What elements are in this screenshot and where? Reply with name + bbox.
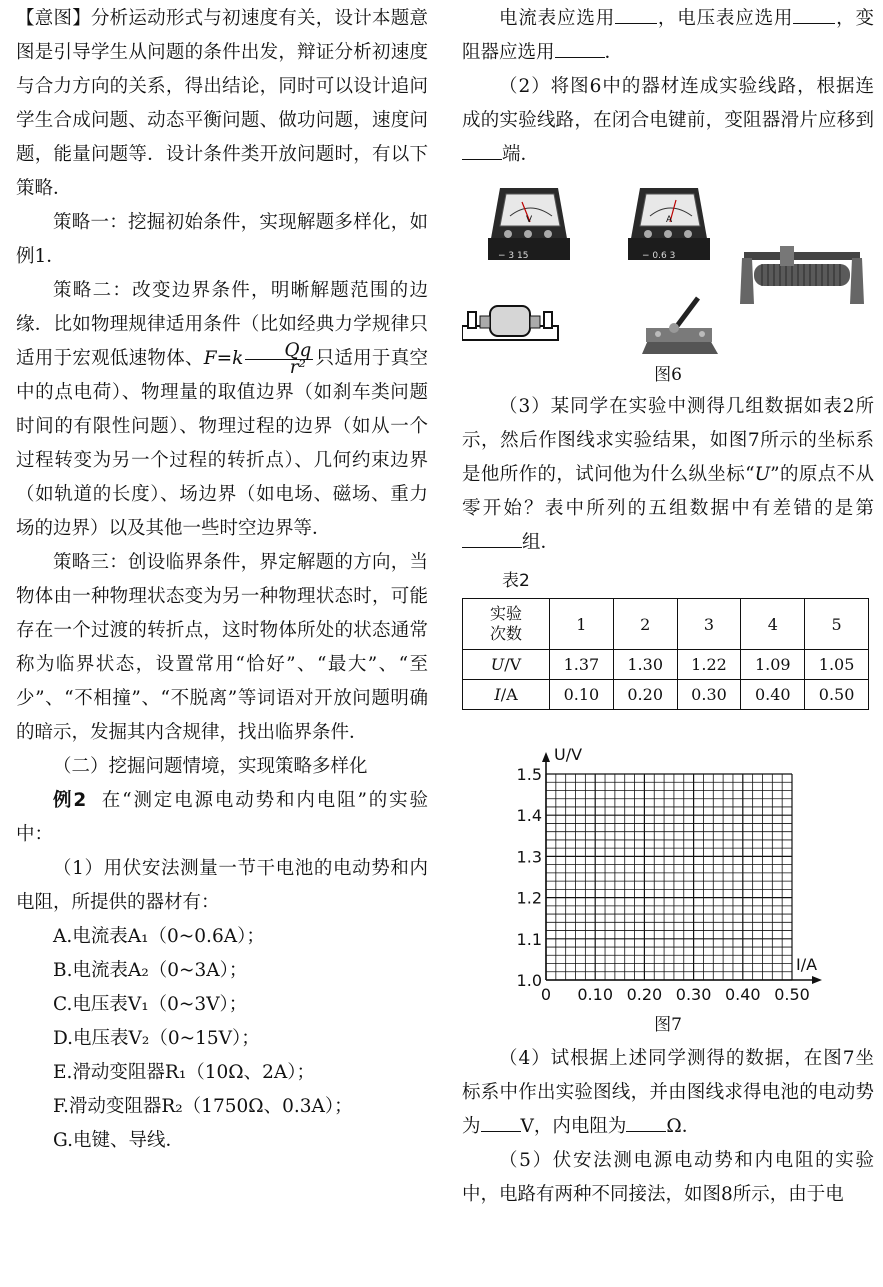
- table-row-voltage: [463, 650, 869, 680]
- question-4-text-b: V，内电阻为: [520, 1116, 627, 1137]
- slider-end-blank[interactable]: [462, 141, 502, 160]
- coulomb-formula-lhs: F=k: [203, 348, 244, 369]
- option-f: F.滑动变阻器R₂（1750Ω、0.3A）；: [53, 1096, 353, 1117]
- question-4-end: Ω．: [666, 1116, 701, 1137]
- emf-answer-blank[interactable]: [481, 1113, 521, 1132]
- question-1-continued: [462, 2, 874, 70]
- question-1-end: ．: [604, 42, 624, 63]
- option-a: A.电流表A₁（0~0.6A）；: [53, 926, 265, 947]
- figure-6-caption: 图6: [654, 365, 682, 385]
- table-cell: 1.30: [613, 650, 677, 680]
- option-b: B.电流表A₂（0~3A）；: [53, 960, 248, 981]
- option-d: D.电压表V₂（0~15V）；: [53, 1028, 260, 1049]
- coulomb-formula-fraction: [245, 339, 313, 378]
- figure-6-illustration: [462, 178, 874, 390]
- rheostat-choice-text: ，变阻器应选用: [462, 8, 874, 63]
- y-tick-label: 1.2: [516, 888, 542, 908]
- y-axis-label: U/V: [554, 745, 583, 764]
- x-tick-label: 0.40: [724, 985, 761, 1004]
- question-2-text: （2）将图6中的器材连成实验线路，根据连成的实验线路，在闭合电键前，变阻器滑片应移到: [462, 76, 874, 131]
- figure-6: [462, 178, 874, 390]
- question-3-end: 组．: [522, 532, 560, 553]
- strategy-1-paragraph: 策略一：挖掘初始条件，实现解题多样化，如例1．: [16, 212, 428, 267]
- figure-7-caption: 图7: [654, 1015, 682, 1035]
- strategy-2-text-b: 只适用于真空中的点电荷）、物理量的取值边界（如刹车类问题时间的有限性问题）、物理过程的边界（如从一个过程转变为另一个过程的转折点）、几何约束边界（如轨道的长度）、场边界（如电场、磁场、重力场的边界）以及其他一些时空边界等．: [16, 348, 428, 539]
- y-tick-label: 1.1: [516, 929, 542, 949]
- wrong-group-blank[interactable]: [462, 529, 522, 548]
- table-row-label: I/A: [463, 680, 550, 710]
- option-g: G.电键、导线．: [53, 1130, 185, 1151]
- question-3-text-b: ”的原点不从零开始？表中所列的五组数据中有差错的是第: [462, 464, 874, 519]
- question-3-u-symbol: U: [754, 464, 771, 485]
- table-cell: 0.30: [677, 680, 741, 710]
- table-cell: 1.22: [677, 650, 741, 680]
- table-cell: 1.05: [805, 650, 869, 680]
- table-header-label: 实验次数: [463, 599, 550, 650]
- example-2-paragraph: [16, 784, 428, 852]
- table-header-cell: 1: [550, 599, 614, 650]
- question-2-paragraph: [462, 70, 874, 172]
- x-tick-label: 0.50: [774, 985, 810, 1004]
- table-cell: 1.09: [741, 650, 805, 680]
- figure-7-chart: [462, 730, 874, 1010]
- table-header-cell: 5: [805, 599, 869, 650]
- right-column: [462, 0, 874, 1212]
- strategy-3-paragraph: 策略三：创设临界条件，界定解题的方向，当物体由一种物理状态变为另一种物理状态时，可能存在一个过渡的转折点，这时物体所处的状态通常称为临界状态，设置常用“恰好”、“最大”、“至少”、“不相撞”、“不脱离”等词语对开放问题明确的暗示，发掘其内含规律，找出临界条件．: [16, 552, 428, 743]
- section-heading-2: （二）挖掘问题情境，实现策略多样化: [53, 756, 368, 777]
- example-2-label: 例2: [53, 790, 87, 811]
- x-tick-label: 0.30: [675, 985, 712, 1004]
- y-tick-label: 1.0: [516, 971, 542, 990]
- table-cell: 0.20: [613, 680, 677, 710]
- option-e: E.滑动变阻器R₁（10Ω、2A）；: [53, 1062, 315, 1083]
- question-4-paragraph: [462, 1042, 874, 1144]
- table-2-title: 表2: [502, 571, 530, 591]
- rheostat-answer-blank[interactable]: [555, 39, 605, 58]
- voltmeter-answer-blank[interactable]: [793, 5, 835, 24]
- y-tick-label: 1.3: [516, 847, 542, 867]
- question-3-text-a: （3）某同学在实验中测得几组数据如表2所示，然后作图线求实验结果，如图7所示的坐标系是他所作的，试问他为什么纵坐标“: [462, 396, 874, 485]
- table-header-row: [463, 599, 869, 650]
- fraction-numerator: Qq: [245, 343, 313, 360]
- ammeter-choice-text: 电流表应选用: [499, 8, 616, 29]
- table-header-cell: 3: [677, 599, 741, 650]
- battery: [462, 306, 558, 340]
- voltmeter: [488, 188, 570, 261]
- x-tick-label: 0.20: [626, 985, 663, 1004]
- strategy-2-text-a: 策略二：改变边界条件，明晰解题范围的边缘．比如物理规律适用条件（比如经典力学规律只适用于宏观低速物体、: [16, 280, 428, 369]
- y-tick-label: 1.5: [516, 765, 542, 784]
- x-axis-label: I/A: [796, 955, 818, 974]
- voltmeter-scale: − 3 15: [498, 251, 529, 261]
- ammeter-scale: − 0.6 3: [642, 251, 676, 261]
- table-row-current: [463, 680, 869, 710]
- table-row-label: U/V: [463, 650, 550, 680]
- table-cell: 0.50: [805, 680, 869, 710]
- x-tick-label: 0.10: [577, 985, 614, 1004]
- question-1-paragraph: （1）用伏安法测量一节干电池的电动势和内电阻，所提供的器材有：: [16, 858, 428, 913]
- question-3-paragraph: [462, 390, 874, 560]
- x-axis-arrow: [812, 976, 822, 984]
- table-cell: 0.40: [741, 680, 805, 710]
- y-tick-label: 1.4: [516, 806, 542, 826]
- switch: [642, 298, 718, 354]
- x-tick-label: 0: [540, 985, 552, 1004]
- left-column: [16, 0, 428, 1158]
- question-2-end: 端．: [502, 144, 540, 165]
- strategy-2-paragraph: [16, 274, 428, 546]
- voltmeter-letter: V: [526, 215, 533, 225]
- table-2: [462, 598, 869, 710]
- table-cell: 1.37: [550, 650, 614, 680]
- option-c: C.电压表V₁（0~3V）；: [53, 994, 248, 1015]
- ammeter-answer-blank[interactable]: [615, 5, 657, 24]
- example-2-text: 在“测定电源电动势和内电阻”的实验中：: [16, 790, 429, 845]
- fraction-denominator: r²: [289, 356, 306, 378]
- y-axis-arrow: [542, 752, 550, 762]
- ammeter-letter: A: [666, 215, 673, 225]
- intent-paragraph: 【意图】分析运动形式与初速度有关，设计本题意图是引导学生从问题的条件出发，辩证分析初速度与合力方向的关系，得出结论，同时可以设计追问学生合成问题、动态平衡问题、做功问题，速度问题，能量问题等．设计条件类开放问题时，有以下策略．: [16, 8, 428, 199]
- table-header-cell: 4: [741, 599, 805, 650]
- rheostat: [740, 246, 864, 304]
- table-cell: 0.10: [550, 680, 614, 710]
- question-5-paragraph: （5）伏安法测电源电动势和内电阻的实验中，电路有两种不同接法，如图8所示，由于电: [462, 1150, 874, 1205]
- question-4-text-a: （4）试根据上述同学测得的数据，在图7坐标系中作出实验图线，并由图线求得电池的电动势为: [462, 1048, 874, 1137]
- table-header-cell: 2: [613, 599, 677, 650]
- voltmeter-choice-text: ，电压表应选用: [657, 8, 794, 29]
- ammeter: [628, 188, 710, 261]
- resistance-answer-blank[interactable]: [626, 1113, 666, 1132]
